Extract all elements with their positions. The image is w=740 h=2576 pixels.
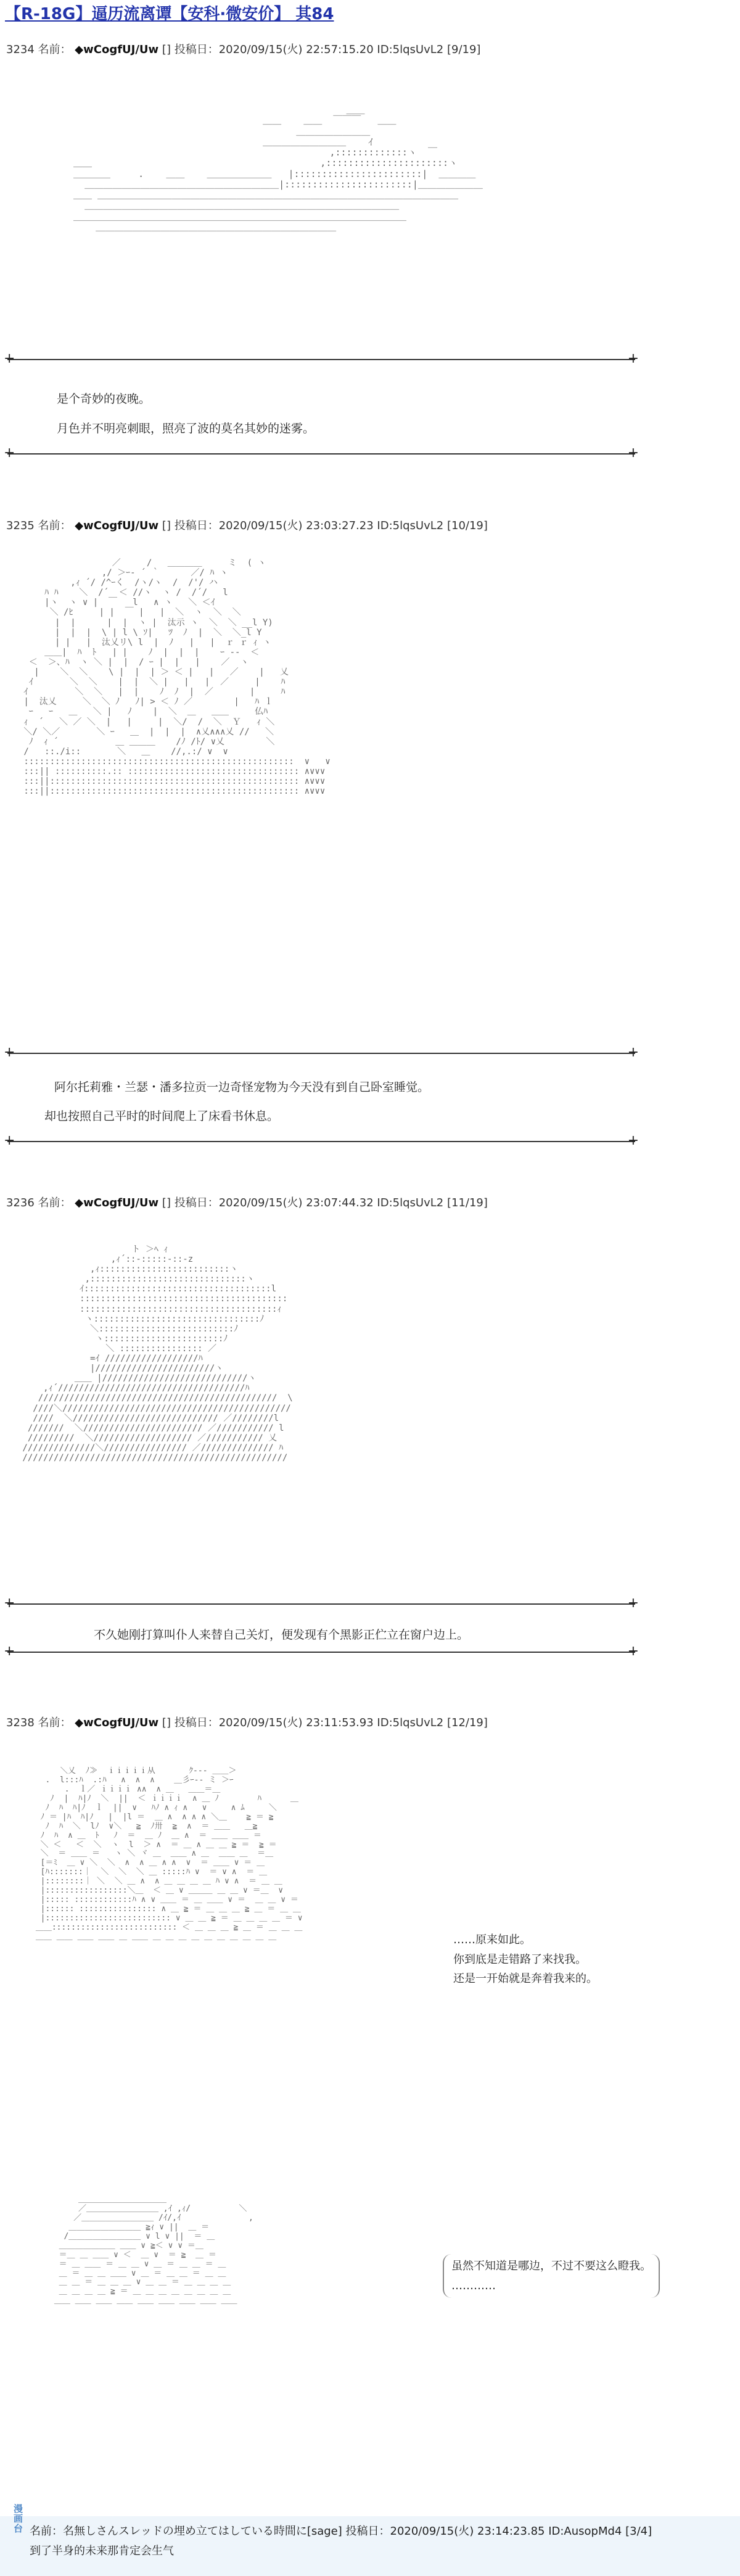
narration-caption: 却也按照自己平时的时间爬上了床看书休息。 bbox=[44, 1109, 279, 1123]
post-header bbox=[6, 1714, 488, 1730]
poster-trip: ◆wCogfUJ/Uw bbox=[75, 1196, 159, 1209]
poster-trip: ◆wCogfUJ/Uw bbox=[75, 1716, 159, 1729]
thread-title[interactable]: 【R-18G】逼历流离谭【安科·微安价】 其84 bbox=[5, 5, 334, 23]
poster-trip: ◆wCogfUJ/Uw bbox=[75, 43, 159, 56]
name-suffix: [] bbox=[162, 1716, 171, 1729]
name-suffix: [] bbox=[162, 43, 171, 56]
ascii-art-character: ／ / ＿＿＿＿ ミ ( ヽ ,/ ＞ｰ‐ ´ ｀ ／/ ﾊ ヽ ,ｨ ´/ /^ｰく /ヽ/ヽ / /'/ ハ ﾊ ﾊ ＼ /´ ＜ //ヽ ヽ / /´/ l |ヽ ヽ ∨ | ￣ l ∧ ヽ ＼ ＜ｲ ＼ /ﾋ | | ￣ | | ＼ ヽ ＼ ＼ | | | | ヽ | 汰示 ヽ ＼ ＼ __l Y) | | | \ | l \ ｿ| ﾂ ﾉ | ＼ ＼_l Y | | | 汰乂リ\ l | ﾉ | | ｒ ｒ ｨ ヽ ＿＿| ﾊ ﾄ | | ﾉ | | | ｰ ‐‐ ＜ ＜ ＞、ﾊ ヽ ＼ | | / ｰ | | | ／ ヽ | ＼ ＼ \ | | | ＞ ＜ | | ／ | 乂 ｲ ＼ ＼ | | ＼ | | | ／ | ﾊ ｲ ＼ ＼ | | ﾉ ﾉ | ／ | ﾊ | 汰乂 ＼ ＼ ﾉ ﾉ| > ＜ ﾉ ／ | ﾊ ｌ ｰ ｰ ＿ ＼ | ﾉ | ＼ ＿ ＿＿ 仏ﾊ ｨ ´ ＼ ／ ＼ | | | ＼/ / ＼ Ｙ ｨ ＼ ＼/ ＼／ ＼ ｰ ＿ | | | ∧乂∧∧∧乂 // ＼ ﾉ ｨ ´ ＿ ＿＿＿ /ﾉ /ﾄ/ ∨乂 ＼ / ::./i:: ＼ ＿ //,.:/ ∨ ∨ :::::::::::::::::::::::::::::::::::::::::::::::::::: ∨ ∨ :::|| ::::::::::.:: ::::::::::::::::::::::::::::::::: ∧∨∨∨ :::||:::::::::::::::::::::::::::::::::::::::::::::::: ∧∨∨∨ :::||:::::::::::::::::::::::::::::::::::::::::::::::: ∧∨∨∨ bbox=[23, 558, 331, 797]
post-date: 投稿日：2020/09/15(火) 22:57:15.20 bbox=[174, 43, 374, 56]
post-id[interactable]: ID:5lqsUvL2 bbox=[377, 1716, 444, 1729]
name-label: 名前： bbox=[38, 43, 72, 56]
speech-line: 虽然不知道是哪边，不过不要这么瞪我。 bbox=[451, 2260, 651, 2273]
name-label: 名前： bbox=[38, 1196, 72, 1209]
post-number[interactable]: 3236 bbox=[6, 1196, 35, 1209]
divider-top bbox=[7, 359, 635, 360]
divider-top bbox=[7, 1603, 635, 1605]
reply-header: 名前：名無しさんスレッドの埋め立てはしている時間に[sage] 投稿日：2020/09/15(火) 23:14:23.85 ID:AusopMd4 [3/4] bbox=[30, 2525, 652, 2538]
post-date: 投稿日：2020/09/15(火) 23:11:53.93 bbox=[174, 1716, 374, 1729]
post-date: 投稿日：2020/09/15(火) 23:07:44.32 bbox=[174, 1196, 374, 1209]
post-number[interactable]: 3235 bbox=[6, 519, 35, 532]
ascii-art-scene-upper: ＼乂 ﾉ≫ ｉｉｉｉｉ从 ｸ‐‐‐ ＿＿＞ . l:::ﾊ .:ﾊ ∧ ∧ ∧ ＿彡ｰ‐‐ ミ ＞ｰ . ｌ／ ｉｉｉｉ ∧∧ ∧ ＿ ＿＿＝＿ ﾉ | ﾊ|ﾉ ＼ || ＜ ｉｉｉｉ ∧ ＿ ﾉ ﾊ ＿ ﾉ ﾊ ﾊ|ﾉ ｌ || ∨ ﾊﾉ ∧ ｨ ∧ ∨ ∧ ﾑ ＼ ﾉ ＝ |ﾊ ﾊ|ﾉ | |l ＝ ＿ ∧ ∧ ∧ ∧ ＼＿ ≧ ＝ ≧ ﾉ ﾊ ＼ lﾉ ∨＼ ≧ ﾉ卅 ≧ ∧ ＝ ＿＿ ＿≧ ﾉ ﾊ ∧ ＿ ﾄ ﾉ ＝ ＿ ﾉ ＿ ∧ ＝ ＿＿ ＿＿ ＝ ＼ ＜ ＜ ＼ ヽ l ＞ ∧ ＝ ＿ ∧ ＿ ＿ ≧ ＝ ≧ ＝ ＼ ＝ ＿＿ ＝ ヽ ＼ ヾ ＿ ＿＿ ∧ ＿ ＿＿ ＿ ＝＿ [＝ﾐ ＿ ∨ ＼ ＼ ∧ ∧ ＿ ∧ ∧ ∨ ＝ ＿＿ ∨ ＝ ＿ [ﾊ:::::::｜ ＼ ＼ ＼ ＿ :::::ﾊ ∨ ＝ ∨ ∧ ＝ ＿ |::::::::｜ ＼ ＼ ＿ ∧ ∧ ＿ ＿ ＿ ＿ ﾊ ∨ ∧ ＝ ＿ ＿ |:::::::::::::::::＼＿ ＜ ＿ ∨ ＿＿＿ ＿ ＿ ∨ ＝＿ ∨ |::::: ::::::::::::ﾊ ∧ ∨ ＿＿ ＝ ＿ ＿＿ ∨ ＝ ＿ ＿ ∨ ＝ |:::::: :::::::::::::::: ∧ ＿ ≧ ＝ ＿ ＿ ＿ ≧ ＿ ＝ ＿ ＿ |:::::::::::::::::::::::::: ∨ ＿ ＿ ≧ ＝ ＿ ＿ ＿ ＿ ＝ ∨ ＿＿:::::::::::::::::::::::::: ＜ ＿ ＿ ＿ ≧ ＿ ＝ ＿ ＿ ＿ ＿＿ ＿＿ ＿＿ ＿＿ ＿ ＿＿ ＿ ＿ ＿ ＿ ＿ ＿ ＿ ＿ ＿ ＿ bbox=[35, 1767, 303, 1941]
post-count: [10/19] bbox=[446, 519, 488, 532]
speech-line: ……原来如此。 bbox=[453, 1933, 531, 1946]
ascii-art-silhouette: ト ＞ﾍ ｨ ,ｨ´::-:::::-::-z ,ｨ:::::::::::::::::::::::::ヽ ,::::::::::::::::::::::::::::::ヽ ｲ::::::::::::::::::::::::::::::::::::l :::::::::::::::::::::::::::::::::::::::: ::::::::::::::::::::::::::::::::::::::ｨ ヽ::::::::::::::::::::::::::::::::ﾉ ＼::::::::::::::::::::::::::ﾉ ヽ:::::::::::::::::::::::ﾉ ＼ :::::::::::::::: ／ =ｲ //////////////////ﾊ |///////////////////////ヽ ＿＿ |////////////////////////////ヽ ,ｨ´////////////////////////////////////ﾊ ////////////////////////////////////////////// \ ////＼//////////////////////////////////////////// //// ＼//////////////////////////// ／////////l /////// ＼/////////////////////// ／/////////// l ///////// ＼/////////////////// ／/////////// 乂 //////////////＼//////////////// ／////////////// ﾊ /////////////////////////////////////////////////// bbox=[22, 1245, 293, 1463]
divider-bottom bbox=[7, 453, 635, 455]
reply-footer bbox=[0, 2516, 740, 2576]
post-header bbox=[6, 1194, 488, 1210]
post-id[interactable]: ID:5lqsUvL2 bbox=[377, 519, 444, 532]
narration-caption: 不久她刚打算叫仆人来替自己关灯，便发现有个黑影正伫立在窗户边上。 bbox=[94, 1628, 469, 1642]
ascii-art-scene-lower: ＿＿＿＿＿＿＿＿＿＿＿ ／＿＿＿＿＿＿＿＿＿ ,ｲ ,ｨ/ ＼ ／＿＿＿＿＿＿＿＿＿ /ｲ/,ｲ , ＿＿＿＿＿＿＿＿＿ ≧ｨ ∨ || ＿ ＝ /＿＿＿＿＿＿＿＿＿ ∨ l ∨ || ＝ ＿ ＿＿＿＿＿＿＿ ＿＿ ∨ ≧＜ ∨ ∨ ＝＿ ＝＿ ＿ ＿＿ ∨ ＜ ＿ ∨ ＝ ≧ ＿ ＝ ＝ ＿ ＿＿ ＝ ＿ ＿ ∨ ＿ ＝ ＿ ＿ ＝ ＿ ＿ ＝ ＿ ＿ ＿＿ ∨ ＿ ＝ ＿ ＿ ＝ ＿ ＿ ＿ ＿ ＝ ＿ ＿ ＿ ∨ ＿ ＿ ＝ ＿ ＿ ＿ ＿ ＿ ＿ ＿ ＿ ≧ ＝ ＿ ＿ ＿ ＿ ＿ ＿ ＿ ＿ ＿＿ ＿＿ ＿＿ ＿＿ ＿＿ ＿＿ ＿＿ ＿＿ ＿＿ bbox=[54, 2195, 253, 2306]
name-suffix: [] bbox=[162, 1196, 171, 1209]
name-label: 名前： bbox=[38, 1716, 72, 1729]
narration-caption: 月色并不明亮刺眼，照亮了波的莫名其妙的迷雾。 bbox=[57, 422, 315, 435]
post-number[interactable]: 3234 bbox=[6, 43, 35, 56]
divider-bottom bbox=[7, 1652, 635, 1653]
narration-caption: 是个奇妙的夜晚。 bbox=[57, 392, 151, 406]
post-id[interactable]: ID:5lqsUvL2 bbox=[377, 43, 444, 56]
speech-text bbox=[453, 1930, 598, 1989]
divider-bottom bbox=[7, 1141, 635, 1142]
speech-line: 还是一开始就是奔着我来的。 bbox=[453, 1972, 598, 1985]
speech-line: 你到底是走错路了来找我。 bbox=[453, 1953, 586, 1966]
post-header bbox=[6, 517, 488, 533]
reply-body: 到了半身的未来那肯定会生气 bbox=[30, 2545, 174, 2557]
poster-trip: ◆wCogfUJ/Uw bbox=[75, 519, 159, 532]
speech-line: ………… bbox=[451, 2279, 496, 2292]
name-label: 名前： bbox=[38, 519, 72, 532]
name-suffix: [] bbox=[162, 519, 171, 532]
post-header bbox=[6, 41, 480, 57]
post-count: [11/19] bbox=[446, 1196, 488, 1209]
post-number[interactable]: 3238 bbox=[6, 1716, 35, 1729]
post-id[interactable]: ID:5lqsUvL2 bbox=[377, 1196, 444, 1209]
post-count: [12/19] bbox=[446, 1716, 488, 1729]
post-count: [9/19] bbox=[446, 43, 481, 56]
narration-caption: 阿尔托莉雅・兰瑟・潘多拉贡一边奇怪宠物为今天没有到自己卧室睡觉。 bbox=[54, 1080, 430, 1094]
speech-bubble bbox=[443, 2254, 660, 2298]
site-watermark: 漫画台 bbox=[12, 2504, 23, 2533]
ascii-art-sea: ＿＿ ＿＿ ＿＿ ￣￣￣ ＿＿ ＿＿＿＿＿＿＿＿ ＿＿＿＿＿＿＿＿＿ ｲ ,:::::::::::::ヽ ￣ ＿＿ ,::::::::::::::::::::::ヽ ＿＿＿＿ . ＿＿ ＿＿＿＿＿＿＿ |:::::::::::::::::::::::| ＿＿＿＿ ＿＿＿＿＿＿＿＿＿＿＿＿＿＿＿＿＿＿＿＿＿|:::::::::::::::::::::::|＿＿＿＿＿＿＿ ＿＿ ＿＿＿＿＿＿＿＿＿＿＿＿＿＿＿＿＿＿＿＿＿＿＿＿＿＿＿＿＿＿＿＿＿＿＿＿＿＿＿ ＿＿＿＿＿＿＿＿＿＿＿＿＿＿＿＿＿＿＿＿＿＿＿＿＿＿＿＿＿＿＿＿＿＿ ＿＿＿＿＿＿＿＿＿＿＿＿＿＿＿＿＿＿＿＿＿＿＿＿＿＿＿＿＿＿＿＿＿＿＿＿ ＿＿＿＿＿＿＿＿＿＿＿＿＿＿＿＿＿＿＿＿＿＿＿＿＿＿ bbox=[73, 105, 483, 232]
post-date: 投稿日：2020/09/15(火) 23:03:27.23 bbox=[174, 519, 374, 532]
divider-top bbox=[7, 1053, 635, 1054]
